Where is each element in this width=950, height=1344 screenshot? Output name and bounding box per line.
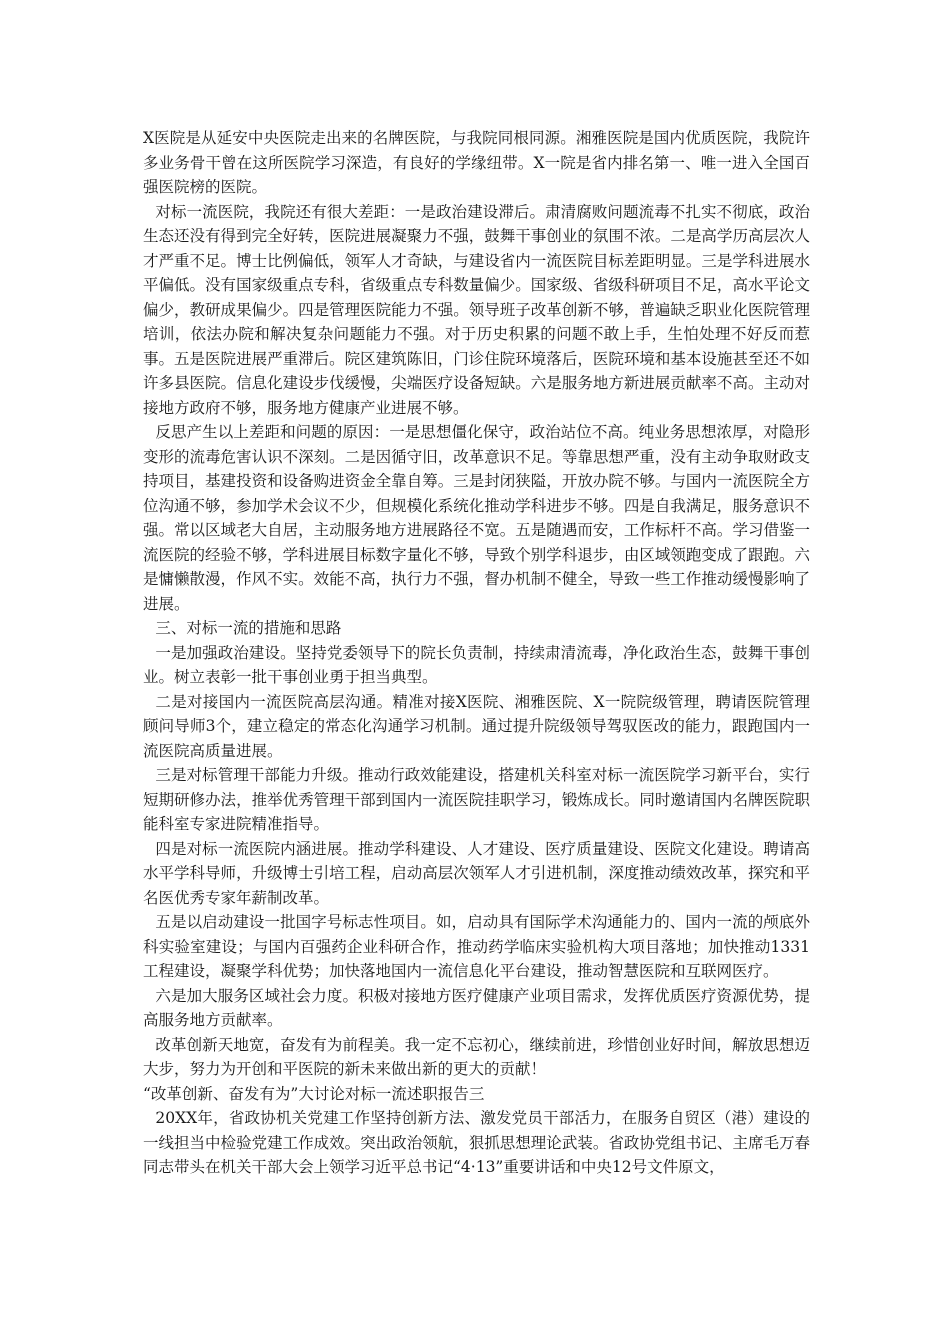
paragraph-conclusion: 改革创新天地宽，奋发有为前程美。我一定不忘初心，继续前进，珍惜创业好时间，解放思想迈大步，努力为开创和平医院的新未来做出新的更大的贡献！: [143, 1035, 810, 1078]
paragraph-measure-6: 六是加大服务区域社会力度。积极对接地方医疗健康产业项目需求，发挥优质医疗资源优势，提高服务地方贡献率。: [143, 986, 810, 1029]
paragraph-measure-4: 四是对标一流医院内涵进展。推动学科建设、人才建设、医疗质量建设、医院文化建设。聘请高水平学科导师，升级博士引培工程，启动高层次领军人才引进机制，深度推动绩效改革，探究和平名医优秀专家年薪制改革。: [143, 839, 810, 907]
report-title: “改革创新、奋发有为”大讨论对标一流述职报告三: [143, 1084, 485, 1103]
paragraph-measure-2: 二是对接国内一流医院高层沟通。精准对接X医院、湘雅医院、X一院院级管理，聘请医院管理顾问导师3个，建立稳定的常态化沟通学习机制。通过提升院级领导驾驭医改的能力，跟跑国内一流医院高质量进展。: [143, 692, 810, 760]
paragraph-causes: 反思产生以上差距和问题的原因：一是思想僵化保守，政治站位不高。纯业务思想浓厚，对隐形变形的流毒危害认识不深刻。二是因循守旧，改革意识不足。等靠思想严重，没有主动争取财政支持项目，基建投资和设备购进资金全靠自筹。三是封闭狭隘，开放办院不够。与国内一流医院全方位沟通不够，参加学术会议不少，但规模化系统化推动学科进步不够。四是自我满足，服务意识不强。常以区域老大自居，主动服务地方进展路径不宽。五是随遇而安，工作标杆不高。学习借鉴一流医院的经验不够，学科进展目标数字量化不够，导致个别学科退步，由区域领跑变成了跟跑。六是慵懒散漫，作风不实。效能不高，执行力不强，督办机制不健全，导致一些工作推动缓慢影响了进展。: [143, 423, 810, 613]
paragraph-measure-3: 三是对标管理干部能力升级。推动行政效能建设，搭建机关科室对标一流医院学习新平台，实行短期研修办法，推举优秀管理干部到国内一流医院挂职学习，锻炼成长。同时邀请国内名牌医院职能科室专家进院精准指导。: [143, 766, 810, 833]
paragraph-hospital-intro: X医院是从延安中央医院走出来的名牌医院，与我院同根同源。湘雅医院是国内优质医院，我院许多业务骨干曾在这所医院学习深造，有良好的学缘纽带。X一院是省内排名第一、唯一进入全国百强医院榜的医院。: [143, 129, 810, 196]
paragraph-gaps: 对标一流医院，我院还有很大差距：一是政治建设滞后。肃清腐败问题流毒不扎实不彻底，政治生态还没有得到完全好转，医院进展凝聚力不强，鼓舞干事创业的氛围不浓。二是高学历高层次人才严重不足。博士比例偏低，领军人才奇缺，与建设省内一流医院目标差距明显。三是学科进展水平偏低。没有国家级重点专科，省级重点专科数量偏少。国家级、省级科研项目不足，高水平论文偏少，教研成果偏少。四是管理医院能力不强。领导班子改革创新不够，普遍缺乏职业化医院管理培训，依法办院和解决复杂问题能力不强。对于历史积累的问题不敢上手，生怕处理不好反而惹事。五是医院进展严重滞后。院区建筑陈旧，门诊住院环境落后，医院环境和基本设施甚至还不如许多县医院。信息化建设步伐缓慢，尖端医疗设备短缺。六是服务地方新进展贡献率不高。主动对接地方政府不够，服务地方健康产业进展不够。: [143, 202, 810, 417]
paragraph-measure-1: 一是加强政治建设。坚持党委领导下的院长负责制，持续肃清流毒，净化政治生态，鼓舞干事创业。树立表彰一批干事创业勇于担当典型。: [143, 643, 810, 686]
paragraph-report-body: 20XX年，省政协机关党建工作坚持创新方法、激发党员干部活力，在服务自贸区（港）建设的一线担当中检验党建工作成效。突出政治领航，狠抓思想理论武装。省政协党组书记、主席毛万春同志带头在机关干部大会上领学习近平总书记“4·13”重要讲话和中央12号文件原文，: [143, 1109, 810, 1176]
document-page: [143, 126, 810, 1180]
paragraph-measure-5: 五是以启动建设一批国字号标志性项目。如，启动具有国际学术沟通能力的、国内一流的颅底外科实验室建设；与国内百强药企业科研合作，推动药学临床实验机构大项目落地；加快推动1331工程建设，凝聚学科优势；加快落地国内一流信息化平台建设，推动智慧医院和互联网医疗。: [143, 913, 810, 980]
section-heading-measures: 三、对标一流的措施和思路: [155, 619, 342, 637]
